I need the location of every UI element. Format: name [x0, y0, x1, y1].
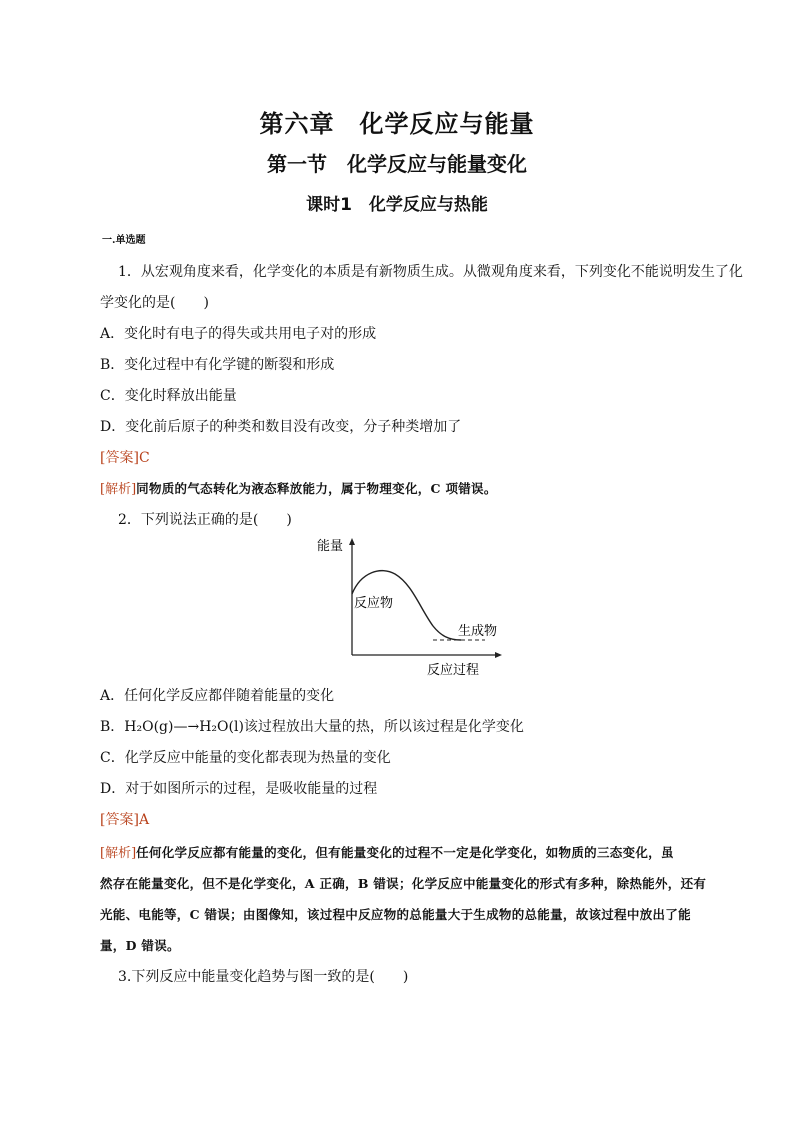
- q2-option-a: A．任何化学反应都伴随着能量的变化: [100, 688, 335, 704]
- q2-option-b: B．H₂O(g)—→H₂O(l)该过程放出大量的热，所以该过程是化学变化: [100, 719, 524, 735]
- q2-option-c: C．化学反应中能量的变化都表现为热量的变化: [100, 750, 391, 766]
- y-axis-arrow-icon: [349, 538, 355, 545]
- q1-option-c: C．变化时释放出能量: [100, 388, 237, 404]
- q2-option-d: D．对于如图所示的过程，是吸收能量的过程: [100, 781, 378, 797]
- q1-explanation-text: 同物质的气态转化为液态释放能力，属于物理变化，C 项错误。: [136, 481, 497, 496]
- reactant-label: 反应物: [354, 596, 394, 611]
- q1-answer-label: [答案]: [100, 450, 139, 466]
- energy-diagram: [315, 528, 515, 683]
- q2-explanation-line1: [100, 843, 674, 864]
- section-title: 第一节 化学反应与能量变化: [267, 152, 527, 176]
- y-axis-label: 能量: [317, 539, 344, 554]
- product-label: 生成物: [458, 624, 498, 639]
- q1-explanation-label: [解析]: [100, 482, 137, 497]
- q1-option-a: A．变化时有电子的得失或共用电子对的形成: [100, 326, 377, 342]
- q2-explanation-line3: 光能、电能等，C 错误；由图像知，该过程中反应物的总能量大于生成物的总能量，故该过程中放出了能: [100, 907, 691, 922]
- q1-option-b: B．变化过程中有化学键的断裂和形成: [100, 357, 335, 373]
- chapter-title: 第六章 化学反应与能量: [259, 110, 535, 138]
- x-axis-arrow-icon: [495, 652, 502, 658]
- q2-explanation-line2: 然存在能量变化，但不是化学变化，A 正确，B 错误；化学反应中能量变化的形式有多种，除热能外，还有: [100, 876, 707, 891]
- q2-explanation-text1: 任何化学反应都有能量的变化，但有能量变化的过程不一定是化学变化，如物质的三态变化，虽: [136, 845, 674, 860]
- q2-answer-value: A: [138, 812, 150, 828]
- q1-explanation: [100, 479, 497, 500]
- q3-stem: 3.下列反应中能量变化趋势与图一致的是( ): [118, 969, 409, 985]
- q2-answer-label: [答案]: [100, 812, 139, 828]
- q1-stem-line1: 1．从宏观角度来看，化学变化的本质是有新物质生成。从微观角度来看，下列变化不能说明发生了化: [118, 264, 743, 280]
- q1-answer: [100, 448, 150, 468]
- q2-answer: [100, 810, 149, 830]
- q2-stem: 2．下列说法正确的是( ): [118, 512, 292, 528]
- lesson-title: 课时1 化学反应与热能: [306, 195, 488, 215]
- q1-answer-value: C: [138, 450, 150, 466]
- section-heading: 一.单选题: [102, 235, 146, 246]
- q1-option-d: D．变化前后原子的种类和数目没有改变，分子种类增加了: [100, 419, 462, 435]
- q1-stem-line2: 学变化的是( ): [100, 295, 209, 311]
- q2-explanation-label: [解析]: [100, 846, 137, 861]
- x-axis-label: 反应过程: [427, 663, 480, 678]
- q2-explanation-line4: 量，D 错误。: [100, 938, 180, 953]
